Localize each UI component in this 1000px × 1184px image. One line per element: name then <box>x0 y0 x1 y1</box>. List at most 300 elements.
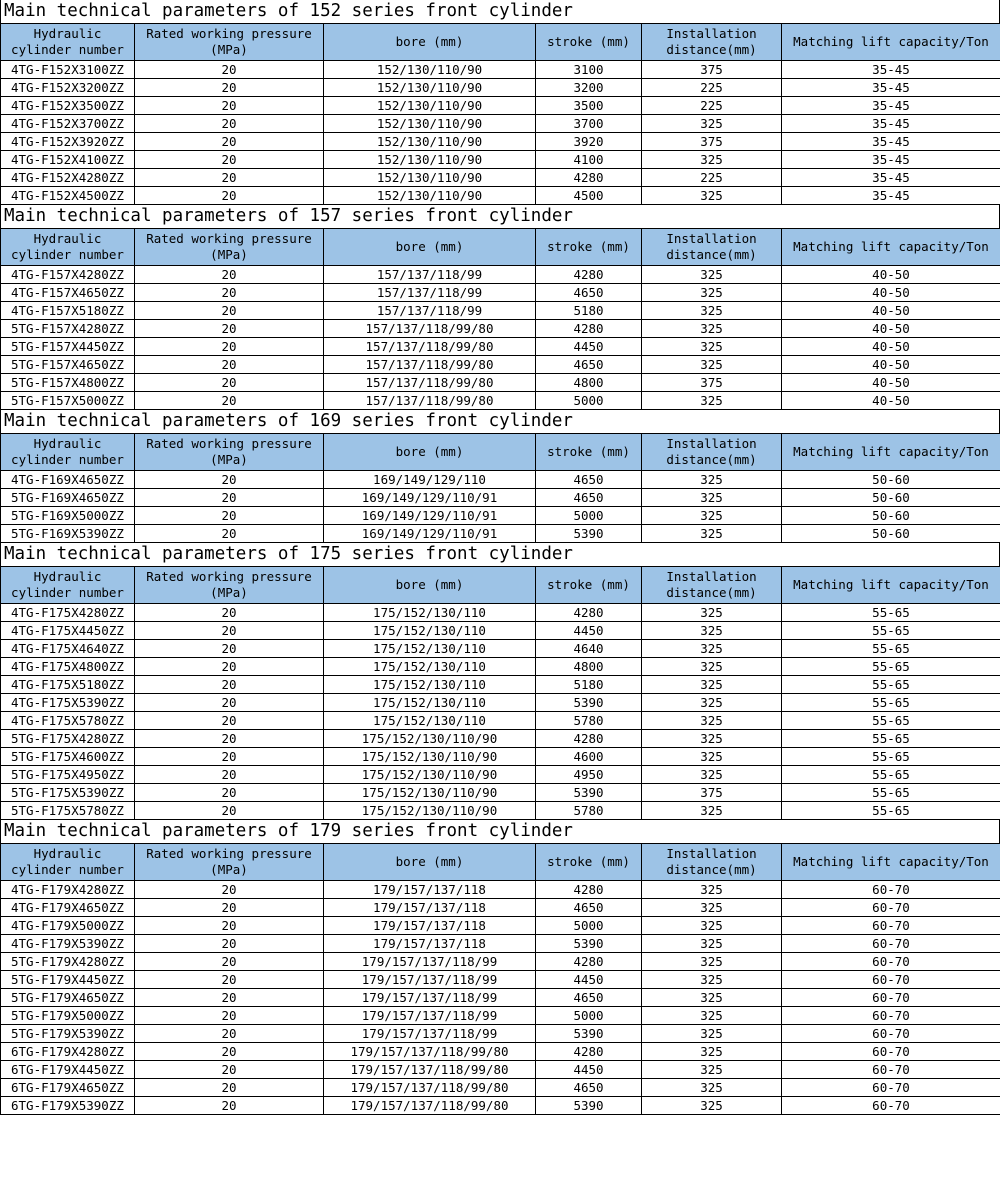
table-row <box>1 971 1000 989</box>
table-row <box>1 507 1000 525</box>
cell-pressure: 20 <box>135 622 324 640</box>
spec-table <box>0 23 1000 205</box>
table-row <box>1 302 1000 320</box>
cell-capacity: 60-70 <box>782 935 1000 953</box>
cell-bore: 179/157/137/118 <box>324 935 536 953</box>
cell-model: 4TG-F152X3500ZZ <box>1 97 135 115</box>
cell-capacity: 60-70 <box>782 1043 1000 1061</box>
cell-model: 4TG-F175X4640ZZ <box>1 640 135 658</box>
cell-pressure: 20 <box>135 694 324 712</box>
cell-capacity: 60-70 <box>782 881 1000 899</box>
cell-bore: 175/152/130/110/90 <box>324 784 536 802</box>
cell-pressure: 20 <box>135 320 324 338</box>
table-row <box>1 935 1000 953</box>
header-bore: bore (mm) <box>324 844 536 881</box>
cell-model: 5TG-F179X5390ZZ <box>1 1025 135 1043</box>
cell-stroke: 4650 <box>536 284 642 302</box>
header-bore: bore (mm) <box>324 567 536 604</box>
cell-install: 325 <box>642 525 782 543</box>
cell-capacity: 55-65 <box>782 676 1000 694</box>
cell-bore: 179/157/137/118/99/80 <box>324 1043 536 1061</box>
cell-bore: 157/137/118/99/80 <box>324 392 536 410</box>
cell-pressure: 20 <box>135 79 324 97</box>
cell-model: 4TG-F152X3100ZZ <box>1 61 135 79</box>
cell-stroke: 4650 <box>536 1079 642 1097</box>
table-row <box>1 730 1000 748</box>
cell-pressure: 20 <box>135 151 324 169</box>
header-stroke: stroke (mm) <box>536 567 642 604</box>
cell-install: 325 <box>642 989 782 1007</box>
cell-stroke: 4800 <box>536 374 642 392</box>
cell-bore: 152/130/110/90 <box>324 169 536 187</box>
cell-install: 325 <box>642 935 782 953</box>
cell-bore: 152/130/110/90 <box>324 79 536 97</box>
cell-pressure: 20 <box>135 302 324 320</box>
cell-install: 325 <box>642 338 782 356</box>
header-model: Hydraulic cylinder number <box>1 567 135 604</box>
spec-table <box>0 843 1000 1115</box>
spec-table <box>0 228 1000 410</box>
table-row <box>1 766 1000 784</box>
cell-bore: 179/157/137/118/99/80 <box>324 1079 536 1097</box>
cell-stroke: 3500 <box>536 97 642 115</box>
section-title: Main technical parameters of 152 series front cylinder <box>0 0 1000 23</box>
cell-stroke: 4600 <box>536 748 642 766</box>
header-bore: bore (mm) <box>324 24 536 61</box>
cell-install: 325 <box>642 953 782 971</box>
cell-capacity: 55-65 <box>782 658 1000 676</box>
cell-pressure: 20 <box>135 1007 324 1025</box>
cell-model: 4TG-F152X4280ZZ <box>1 169 135 187</box>
cell-install: 325 <box>642 917 782 935</box>
cell-model: 5TG-F175X5780ZZ <box>1 802 135 820</box>
header-pressure: Rated working pressure (MPa) <box>135 844 324 881</box>
cell-install: 375 <box>642 61 782 79</box>
cell-install: 225 <box>642 169 782 187</box>
cell-model: 6TG-F179X4450ZZ <box>1 1061 135 1079</box>
header-install: Installation distance(mm) <box>642 434 782 471</box>
header-install: Installation distance(mm) <box>642 844 782 881</box>
cell-capacity: 35-45 <box>782 187 1000 205</box>
cell-model: 5TG-F157X4650ZZ <box>1 356 135 374</box>
cell-bore: 175/152/130/110 <box>324 676 536 694</box>
header-model: Hydraulic cylinder number <box>1 24 135 61</box>
cell-install: 325 <box>642 302 782 320</box>
table-row <box>1 881 1000 899</box>
table-row <box>1 97 1000 115</box>
cell-capacity: 35-45 <box>782 61 1000 79</box>
cell-pressure: 20 <box>135 953 324 971</box>
header-model: Hydraulic cylinder number <box>1 434 135 471</box>
cell-capacity: 60-70 <box>782 953 1000 971</box>
cell-model: 4TG-F175X4450ZZ <box>1 622 135 640</box>
cell-stroke: 4450 <box>536 1061 642 1079</box>
section-title: Main technical parameters of 175 series front cylinder <box>0 543 1000 566</box>
header-capacity: Matching lift capacity/Ton <box>782 229 1000 266</box>
cell-pressure: 20 <box>135 133 324 151</box>
cell-bore: 169/149/129/110/91 <box>324 507 536 525</box>
cell-install: 325 <box>642 658 782 676</box>
cell-capacity: 55-65 <box>782 712 1000 730</box>
table-row <box>1 917 1000 935</box>
header-row <box>1 434 1000 471</box>
table-row <box>1 784 1000 802</box>
cell-capacity: 35-45 <box>782 97 1000 115</box>
cell-pressure: 20 <box>135 266 324 284</box>
table-row <box>1 1079 1000 1097</box>
cell-stroke: 4280 <box>536 881 642 899</box>
cell-bore: 179/157/137/118/99/80 <box>324 1061 536 1079</box>
cell-install: 325 <box>642 971 782 989</box>
cell-model: 4TG-F179X4280ZZ <box>1 881 135 899</box>
cell-capacity: 60-70 <box>782 917 1000 935</box>
cell-pressure: 20 <box>135 766 324 784</box>
cell-model: 5TG-F179X5000ZZ <box>1 1007 135 1025</box>
cell-bore: 157/137/118/99 <box>324 284 536 302</box>
cell-model: 5TG-F175X4280ZZ <box>1 730 135 748</box>
cell-install: 325 <box>642 748 782 766</box>
cell-install: 325 <box>642 712 782 730</box>
cell-pressure: 20 <box>135 1043 324 1061</box>
table-row <box>1 169 1000 187</box>
cell-bore: 152/130/110/90 <box>324 187 536 205</box>
cell-stroke: 5390 <box>536 1025 642 1043</box>
cell-stroke: 4950 <box>536 766 642 784</box>
cell-capacity: 40-50 <box>782 266 1000 284</box>
cell-stroke: 4280 <box>536 266 642 284</box>
cell-stroke: 5180 <box>536 302 642 320</box>
header-row <box>1 567 1000 604</box>
cell-bore: 152/130/110/90 <box>324 61 536 79</box>
cell-bore: 175/152/130/110 <box>324 658 536 676</box>
cell-stroke: 5000 <box>536 917 642 935</box>
cell-pressure: 20 <box>135 917 324 935</box>
cell-install: 325 <box>642 881 782 899</box>
header-pressure: Rated working pressure (MPa) <box>135 434 324 471</box>
header-install: Installation distance(mm) <box>642 24 782 61</box>
cell-pressure: 20 <box>135 169 324 187</box>
cell-install: 325 <box>642 284 782 302</box>
cell-pressure: 20 <box>135 748 324 766</box>
cell-pressure: 20 <box>135 640 324 658</box>
header-model: Hydraulic cylinder number <box>1 844 135 881</box>
cell-model: 6TG-F179X4650ZZ <box>1 1079 135 1097</box>
header-stroke: stroke (mm) <box>536 229 642 266</box>
cell-bore: 157/137/118/99/80 <box>324 338 536 356</box>
cell-model: 4TG-F175X5390ZZ <box>1 694 135 712</box>
cell-install: 325 <box>642 802 782 820</box>
cell-install: 325 <box>642 1079 782 1097</box>
cell-pressure: 20 <box>135 658 324 676</box>
cell-pressure: 20 <box>135 1061 324 1079</box>
cell-capacity: 55-65 <box>782 784 1000 802</box>
table-row <box>1 1061 1000 1079</box>
cell-install: 325 <box>642 507 782 525</box>
cell-bore: 175/152/130/110/90 <box>324 802 536 820</box>
series-section <box>0 820 1000 1115</box>
cell-capacity: 60-70 <box>782 1025 1000 1043</box>
cell-model: 4TG-F175X5780ZZ <box>1 712 135 730</box>
cell-install: 325 <box>642 1025 782 1043</box>
cell-install: 325 <box>642 489 782 507</box>
cell-pressure: 20 <box>135 881 324 899</box>
cell-stroke: 5000 <box>536 392 642 410</box>
cell-model: 4TG-F179X4650ZZ <box>1 899 135 917</box>
table-row <box>1 989 1000 1007</box>
cell-model: 4TG-F152X3700ZZ <box>1 115 135 133</box>
cell-bore: 175/152/130/110/90 <box>324 766 536 784</box>
cell-bore: 157/137/118/99/80 <box>324 320 536 338</box>
table-row <box>1 471 1000 489</box>
cell-stroke: 4500 <box>536 187 642 205</box>
cell-capacity: 60-70 <box>782 1007 1000 1025</box>
cell-model: 5TG-F179X4280ZZ <box>1 953 135 971</box>
cell-pressure: 20 <box>135 935 324 953</box>
table-row <box>1 525 1000 543</box>
cell-pressure: 20 <box>135 115 324 133</box>
table-row <box>1 658 1000 676</box>
cell-capacity: 40-50 <box>782 338 1000 356</box>
cell-bore: 175/152/130/110 <box>324 712 536 730</box>
cell-capacity: 40-50 <box>782 374 1000 392</box>
header-stroke: stroke (mm) <box>536 434 642 471</box>
section-title: Main technical parameters of 169 series front cylinder <box>0 410 1000 433</box>
cell-install: 325 <box>642 622 782 640</box>
cell-stroke: 4280 <box>536 604 642 622</box>
cell-capacity: 60-70 <box>782 1097 1000 1115</box>
cell-pressure: 20 <box>135 356 324 374</box>
series-section <box>0 0 1000 205</box>
header-capacity: Matching lift capacity/Ton <box>782 844 1000 881</box>
cell-stroke: 4280 <box>536 320 642 338</box>
table-row <box>1 320 1000 338</box>
cell-stroke: 4640 <box>536 640 642 658</box>
cell-stroke: 4450 <box>536 338 642 356</box>
cell-stroke: 5000 <box>536 1007 642 1025</box>
cell-pressure: 20 <box>135 97 324 115</box>
cell-install: 325 <box>642 356 782 374</box>
table-row <box>1 133 1000 151</box>
cell-stroke: 5390 <box>536 525 642 543</box>
cell-model: 5TG-F169X5000ZZ <box>1 507 135 525</box>
cell-stroke: 4280 <box>536 1043 642 1061</box>
table-row <box>1 1097 1000 1115</box>
cell-install: 325 <box>642 766 782 784</box>
cell-install: 375 <box>642 133 782 151</box>
cell-model: 4TG-F152X4100ZZ <box>1 151 135 169</box>
cell-capacity: 55-65 <box>782 748 1000 766</box>
cell-bore: 157/137/118/99 <box>324 266 536 284</box>
section-title: Main technical parameters of 157 series front cylinder <box>0 205 1000 228</box>
table-row <box>1 61 1000 79</box>
cell-model: 4TG-F179X5390ZZ <box>1 935 135 953</box>
cell-stroke: 4650 <box>536 471 642 489</box>
cell-model: 4TG-F152X4500ZZ <box>1 187 135 205</box>
cell-pressure: 20 <box>135 284 324 302</box>
table-row <box>1 356 1000 374</box>
cell-bore: 157/137/118/99 <box>324 302 536 320</box>
cell-install: 325 <box>642 320 782 338</box>
cell-stroke: 5780 <box>536 712 642 730</box>
table-row <box>1 1025 1000 1043</box>
cell-model: 6TG-F179X5390ZZ <box>1 1097 135 1115</box>
cell-bore: 175/152/130/110/90 <box>324 730 536 748</box>
cell-capacity: 35-45 <box>782 79 1000 97</box>
cell-stroke: 3920 <box>536 133 642 151</box>
cell-install: 325 <box>642 471 782 489</box>
cell-capacity: 40-50 <box>782 392 1000 410</box>
cell-stroke: 4450 <box>536 971 642 989</box>
cell-capacity: 55-65 <box>782 730 1000 748</box>
cell-install: 325 <box>642 676 782 694</box>
cell-model: 5TG-F157X4280ZZ <box>1 320 135 338</box>
cell-model: 6TG-F179X4280ZZ <box>1 1043 135 1061</box>
cell-capacity: 50-60 <box>782 525 1000 543</box>
series-section <box>0 205 1000 410</box>
cell-capacity: 40-50 <box>782 284 1000 302</box>
cell-stroke: 5180 <box>536 676 642 694</box>
table-row <box>1 392 1000 410</box>
cell-bore: 152/130/110/90 <box>324 115 536 133</box>
cell-capacity: 55-65 <box>782 640 1000 658</box>
table-row <box>1 266 1000 284</box>
table-row <box>1 953 1000 971</box>
cell-stroke: 5390 <box>536 694 642 712</box>
table-row <box>1 284 1000 302</box>
header-stroke: stroke (mm) <box>536 24 642 61</box>
header-capacity: Matching lift capacity/Ton <box>782 567 1000 604</box>
cell-model: 4TG-F157X4280ZZ <box>1 266 135 284</box>
cell-install: 325 <box>642 899 782 917</box>
cell-capacity: 60-70 <box>782 971 1000 989</box>
cell-pressure: 20 <box>135 187 324 205</box>
cell-model: 5TG-F157X5000ZZ <box>1 392 135 410</box>
cell-stroke: 4650 <box>536 989 642 1007</box>
table-row <box>1 640 1000 658</box>
cell-model: 5TG-F175X5390ZZ <box>1 784 135 802</box>
cell-pressure: 20 <box>135 712 324 730</box>
cell-bore: 169/149/129/110/91 <box>324 489 536 507</box>
table-row <box>1 151 1000 169</box>
spec-table <box>0 566 1000 820</box>
cell-install: 325 <box>642 730 782 748</box>
cell-capacity: 55-65 <box>782 694 1000 712</box>
table-row <box>1 748 1000 766</box>
cell-model: 4TG-F175X4800ZZ <box>1 658 135 676</box>
cell-stroke: 5390 <box>536 935 642 953</box>
cell-stroke: 4280 <box>536 730 642 748</box>
cell-stroke: 5390 <box>536 1097 642 1115</box>
cell-bore: 179/157/137/118/99 <box>324 971 536 989</box>
spec-table <box>0 433 1000 543</box>
cell-install: 325 <box>642 392 782 410</box>
cell-capacity: 60-70 <box>782 989 1000 1007</box>
cell-bore: 175/152/130/110 <box>324 604 536 622</box>
cell-bore: 157/137/118/99/80 <box>324 374 536 392</box>
cell-bore: 179/157/137/118 <box>324 917 536 935</box>
table-row <box>1 187 1000 205</box>
cell-pressure: 20 <box>135 676 324 694</box>
cell-pressure: 20 <box>135 61 324 79</box>
cell-bore: 175/152/130/110 <box>324 640 536 658</box>
cell-model: 5TG-F169X4650ZZ <box>1 489 135 507</box>
cell-bore: 175/152/130/110 <box>324 622 536 640</box>
table-row <box>1 604 1000 622</box>
cell-install: 375 <box>642 374 782 392</box>
cell-install: 325 <box>642 1097 782 1115</box>
table-row <box>1 115 1000 133</box>
cell-stroke: 4800 <box>536 658 642 676</box>
table-row <box>1 676 1000 694</box>
cell-model: 5TG-F169X5390ZZ <box>1 525 135 543</box>
cell-capacity: 60-70 <box>782 1061 1000 1079</box>
cell-bore: 179/157/137/118/99 <box>324 989 536 1007</box>
cell-stroke: 5390 <box>536 784 642 802</box>
header-bore: bore (mm) <box>324 434 536 471</box>
cell-install: 375 <box>642 784 782 802</box>
cell-model: 5TG-F175X4950ZZ <box>1 766 135 784</box>
cell-install: 225 <box>642 97 782 115</box>
cell-stroke: 4100 <box>536 151 642 169</box>
cell-bore: 169/149/129/110 <box>324 471 536 489</box>
series-section <box>0 543 1000 820</box>
cell-pressure: 20 <box>135 784 324 802</box>
header-model: Hydraulic cylinder number <box>1 229 135 266</box>
cell-model: 4TG-F175X5180ZZ <box>1 676 135 694</box>
table-row <box>1 1007 1000 1025</box>
header-bore: bore (mm) <box>324 229 536 266</box>
table-row <box>1 338 1000 356</box>
cell-pressure: 20 <box>135 1097 324 1115</box>
cell-stroke: 4280 <box>536 169 642 187</box>
cell-capacity: 50-60 <box>782 489 1000 507</box>
header-pressure: Rated working pressure (MPa) <box>135 24 324 61</box>
cell-pressure: 20 <box>135 489 324 507</box>
cell-model: 4TG-F157X5180ZZ <box>1 302 135 320</box>
cell-bore: 179/157/137/118/99 <box>324 1007 536 1025</box>
cell-pressure: 20 <box>135 471 324 489</box>
cell-install: 325 <box>642 1007 782 1025</box>
cell-model: 4TG-F175X4280ZZ <box>1 604 135 622</box>
header-install: Installation distance(mm) <box>642 567 782 604</box>
header-row <box>1 844 1000 881</box>
table-row <box>1 489 1000 507</box>
header-stroke: stroke (mm) <box>536 844 642 881</box>
cell-bore: 179/157/137/118/99 <box>324 953 536 971</box>
table-row <box>1 694 1000 712</box>
cell-install: 325 <box>642 266 782 284</box>
header-pressure: Rated working pressure (MPa) <box>135 567 324 604</box>
header-row <box>1 24 1000 61</box>
cell-bore: 152/130/110/90 <box>324 97 536 115</box>
table-row <box>1 802 1000 820</box>
cell-model: 4TG-F152X3200ZZ <box>1 79 135 97</box>
cell-bore: 175/152/130/110 <box>324 694 536 712</box>
cell-bore: 179/157/137/118 <box>324 899 536 917</box>
section-title: Main technical parameters of 179 series front cylinder <box>0 820 1000 843</box>
cell-pressure: 20 <box>135 374 324 392</box>
cell-pressure: 20 <box>135 604 324 622</box>
cell-install: 325 <box>642 187 782 205</box>
cell-install: 325 <box>642 115 782 133</box>
cell-install: 225 <box>642 79 782 97</box>
cell-pressure: 20 <box>135 1079 324 1097</box>
cell-pressure: 20 <box>135 971 324 989</box>
cell-model: 4TG-F152X3920ZZ <box>1 133 135 151</box>
cell-model: 5TG-F157X4450ZZ <box>1 338 135 356</box>
cell-stroke: 5780 <box>536 802 642 820</box>
cell-pressure: 20 <box>135 1025 324 1043</box>
